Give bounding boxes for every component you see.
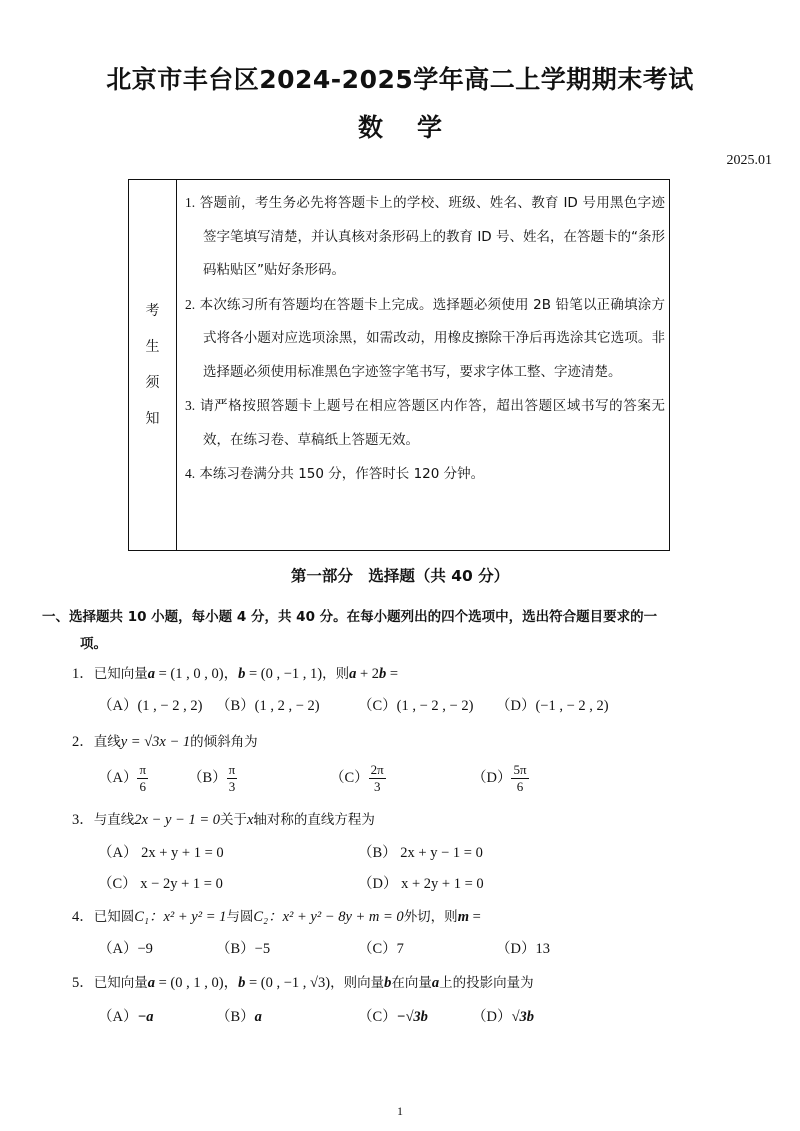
notice-item-2: 2. 本次练习所有答题均在答题卡上完成。选择题必须使用 2B 铅笔以正确填涂方式将各小题对应选项涂黑，如需改动，用橡皮擦除干净后再选涂其它选项。非选择题必须使用标准黑色字迹签字笔书写，要求字体工整、字迹清楚。: [185, 296, 666, 380]
fraction: $\frac{\pi}{3}$: [228, 762, 236, 794]
question-5: 5．已知向量a = (0 , 1 , 0)，b = (0 , −1 , √3)，则向量b在向量a上的投影向量为: [72, 975, 534, 991]
fraction: $\frac{2\pi}{3}$: [370, 762, 384, 794]
notice-item-4: 4. 本练习卷满分共 150 分，作答时长 120 分钟。: [185, 466, 485, 482]
notice-item-1: 1. 答题前，考生务必先将答题卡上的学校、班级、姓名、教育 ID 号用黑色字迹签字笔填写清楚，并认真核对条形码上的教育 ID 号、姓名，在答题卡的“条形码粘贴区”贴好条形码。: [185, 195, 665, 278]
q5-option-b: （B）a: [216, 1009, 262, 1025]
q2-option-b: （B） $\frac{\pi}{3}$: [188, 762, 236, 794]
fraction: $\frac{\pi}{6}$: [139, 762, 147, 794]
q1-option-b: （B）(1 , 2 , − 2): [216, 698, 320, 714]
q1-option-d: （D）(−1 , − 2 , 2): [496, 698, 609, 714]
section-instruction: 一、选择题共 10 小题，每小题 4 分，共 40 分。在每小题列出的四个选项中，选出符合题目要求的一 项。: [42, 609, 658, 652]
q5-option-c: （C）−√3b: [358, 1009, 428, 1025]
question-4: 4．已知圆C₁：x² + y² = 1与圆C₂：x² + y² − 8y + m = 0外切，则m =: [72, 909, 481, 925]
q5-option-d: （D）√3b: [472, 1009, 534, 1025]
notice-label-char: 考: [145, 303, 160, 319]
q4-option-d: （D）13: [496, 941, 550, 957]
q3-option-a: （A） 2x + y + 1 = 0: [98, 845, 224, 861]
q5-option-a: （A）−a: [98, 1009, 154, 1025]
question-2: 2．直线y = √3x − 1的倾斜角为: [72, 734, 258, 750]
page-number: 1: [397, 1104, 403, 1118]
q2-option-c: （C） $\frac{2\pi}{3}$: [330, 762, 384, 794]
notice-label-char: 须: [145, 375, 160, 391]
q4-option-c: （C）7: [358, 941, 404, 957]
notice-label: [129, 180, 177, 550]
q1-option-c: （C）(1 , − 2 , − 2): [358, 698, 474, 714]
notice-label-char: 生: [145, 339, 160, 355]
exam-notice-box: [128, 179, 670, 551]
question-1: 1．已知向量a = (1 , 0 , 0)，b = (0 , −1 , 1)，则a + 2b =: [72, 666, 399, 682]
exam-date: 2025.01: [726, 153, 772, 168]
exam-subject: 数学: [357, 113, 476, 142]
notice-label-char: 知: [145, 411, 160, 427]
q4-option-a: （A）−9: [98, 941, 153, 957]
q1-option-a: （A）(1 , − 2 , 2): [98, 698, 203, 714]
q3-option-d: （D） x + 2y + 1 = 0: [358, 876, 484, 892]
question-3: 3．与直线2x − y − 1 = 0关于x轴对称的直线方程为: [72, 812, 375, 828]
q3-option-b: （B） 2x + y − 1 = 0: [358, 845, 483, 861]
exam-title: 北京市丰台区2024-2025学年高二上学期期末考试: [106, 65, 694, 94]
q4-option-b: （B）−5: [216, 941, 271, 957]
fraction: $\frac{5\pi}{6}$: [513, 762, 527, 794]
q2-option-d: （D） $\frac{5\pi}{6}$: [472, 762, 527, 794]
notice-items: [185, 186, 665, 492]
notice-item-3: 3. 请严格按照答题卡上题号在相应答题区内作答，超出答题区域书写的答案无效，在练习卷、草稿纸上答题无效。: [185, 398, 665, 448]
q3-option-c: （C） x − 2y + 1 = 0: [98, 876, 223, 892]
part-title: 第一部分 选择题（共 40 分）: [290, 567, 510, 585]
q2-option-a: （A） $\frac{\pi}{6}$: [98, 762, 147, 794]
